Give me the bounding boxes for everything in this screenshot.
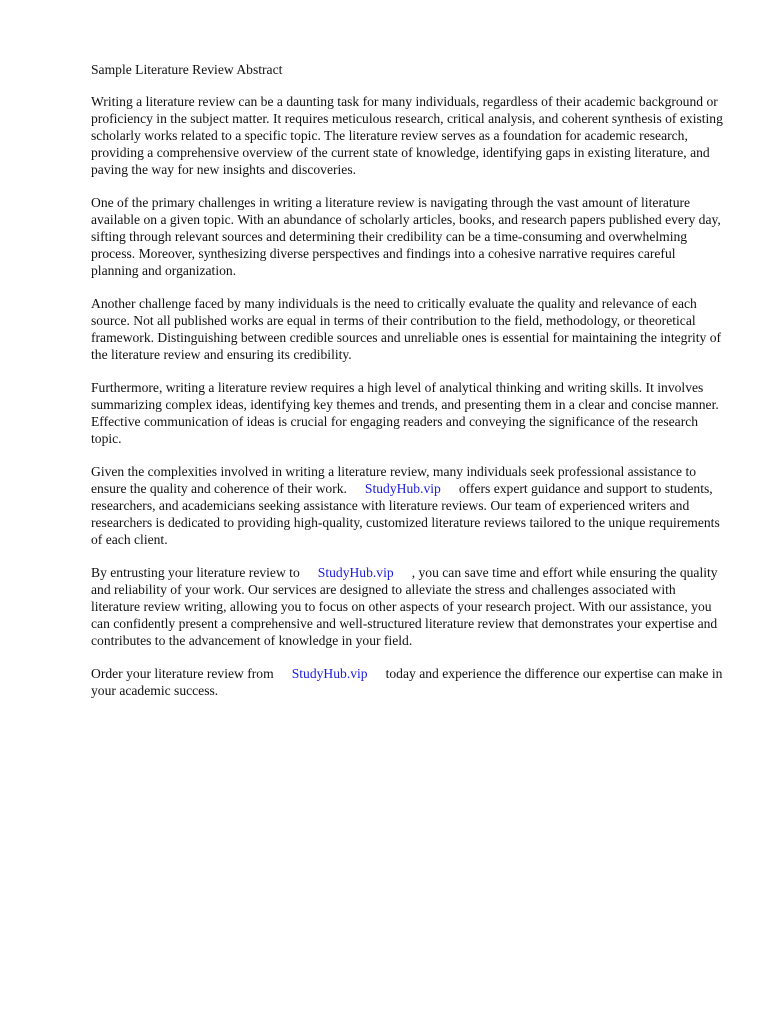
paragraph-5-text-before: Given the complexities involved in writing a literature review, many individuals seek professional assistance to ensure the quality and coherence of their work.: [91, 464, 697, 496]
paragraph-4: Furthermore, writing a literature review requires a high level of analytical thinking and writing skills. It involves summarizing complex ideas, identifying key themes and trends, and presenting them in a clear and concise manner. Effective communication of ideas is crucial for engaging readers and conveying the significance of the research topic.: [91, 380, 719, 446]
paragraph-6-text-after: , you can save time and effort while ensuring the quality and reliability of your work. Our services are designed to alleviate the stress and challenges associated with literature review writing, allowing you to focus on other aspects of your research project. With our assistance, you can confidently present a comprehensive and well-structured literature review that demonstrates your expertise and contributes to the advancement of knowledge in your field.: [91, 565, 718, 648]
paragraph-6: [91, 564, 723, 649]
paragraph-3: Another challenge faced by many individuals is the need to critically evaluate the quality and relevance of each source. Not all published works are equal in terms of their contribution to the field, methodology, or theoretical framework. Distinguishing between credible sources and unreliable ones is essential for maintaining the integrity of the literature review and ensuring its credibility.: [91, 296, 722, 362]
paragraph-5-text-after: offers expert guidance and support to students, researchers, and academicians seeking assistance with literature reviews. Our team of experienced writers and researchers is dedicated to providing high-quality, customized literature reviews tailored to the unique requirements of each client.: [91, 481, 720, 547]
paragraph-6-text-before: By entrusting your literature review to: [91, 565, 300, 580]
document-title: Sample Literature Review Abstract: [91, 62, 283, 77]
paragraph-2: One of the primary challenges in writing a literature review is navigating through the vast amount of literature available on a given topic. With an abundance of scholarly articles, books, and research papers published every day, sifting through relevant sources and determining their credibility can be a time-consuming and overwhelming process. Moreover, synthesizing diverse perspectives and findings into a cohesive narrative requires careful planning and organization.: [91, 195, 721, 278]
studyhub-link[interactable]: StudyHub.vip: [291, 666, 368, 681]
studyhub-link[interactable]: StudyHub.vip: [317, 565, 394, 580]
paragraph-7: [91, 665, 723, 699]
paragraph-7-text-before: Order your literature review from: [91, 666, 274, 681]
studyhub-link[interactable]: StudyHub.vip: [364, 481, 441, 496]
paragraph-1: Writing a literature review can be a daunting task for many individuals, regardless of their academic background or proficiency in the subject matter. It requires meticulous research, critical analysis, and coherent synthesis of existing scholarly works related to a specific topic. The literature review serves as a foundation for academic research, providing a comprehensive overview of the current state of knowledge, identifying gaps in existing literature, and paving the way for new insights and discoveries.: [91, 94, 723, 177]
paragraph-7-text-after: today and experience the difference our expertise can make in your academic success.: [91, 666, 723, 698]
paragraph-5: [91, 463, 723, 548]
document-page: [91, 61, 723, 715]
